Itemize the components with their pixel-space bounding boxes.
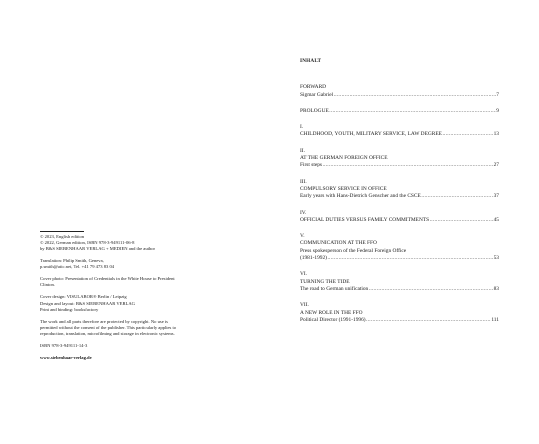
toc-entry-heading: AT THE GERMAN FOREIGN OFFICE — [300, 155, 388, 162]
toc-chapter-number: II. — [300, 147, 305, 154]
toc-page-number: 27 — [493, 162, 499, 169]
toc-entry-heading: COMMUNICATION AT THE FFO — [300, 240, 377, 247]
toc-entry[interactable] — [300, 210, 499, 225]
dot-leader — [369, 286, 493, 293]
cover-photo-line: Clinton. — [40, 282, 55, 288]
toc-chapter-number: VI. — [300, 271, 308, 278]
toc-entry-subheading: Press spokesperson of the Federal Foreign Office — [300, 247, 407, 254]
toc-entry[interactable] — [300, 124, 499, 139]
dot-leader — [327, 255, 493, 262]
toc-entry-line — [300, 255, 499, 262]
toc-page-number: 13 — [493, 131, 499, 138]
website-block — [40, 355, 265, 361]
toc-entry[interactable] — [300, 271, 499, 293]
copyright-line: © 2022, German edition, ISBN 978-3-949111-06-8 — [40, 239, 135, 245]
dot-leader — [430, 217, 493, 224]
translation-line: p.smith@atic.net, Tel. +41 79 473 83 04 — [40, 264, 115, 270]
dot-leader — [334, 92, 496, 99]
toc-page-number: 111 — [491, 316, 499, 323]
toc-page-number: 7 — [496, 91, 499, 98]
toc-entry-heading: TURNING THE TIDE — [300, 278, 350, 285]
toc-chapter-number: V. — [300, 233, 305, 240]
cover-photo-line: Cover photo: Presentation of Credentials in the White House to President — [40, 276, 175, 282]
toc-page-number: 9 — [496, 107, 499, 114]
dot-leader — [421, 193, 493, 200]
toc-chapter-number: III. — [300, 178, 307, 185]
publisher-website[interactable]: www.siebenhaar-verlag.de — [40, 355, 92, 361]
toc-entry[interactable] — [300, 302, 499, 324]
toc-page-number: 37 — [493, 193, 499, 200]
toc-entry-text: Sigmar Gabriel — [300, 91, 334, 98]
toc-chapter-number: VII. — [300, 302, 309, 309]
toc-entry-line — [300, 317, 499, 324]
toc-entry[interactable] — [300, 84, 499, 99]
toc-entry-line — [300, 162, 499, 169]
dot-leader — [329, 108, 496, 115]
toc-entry-line — [300, 92, 499, 99]
toc-entry-text: (1981-1992) — [300, 255, 327, 262]
copyright-line: by B&S SIEBENHAAR VERLAG + MEDIEN and the author — [40, 246, 156, 252]
toc-entry-text: CHILDHOOD, YOUTH, MILITARY SERVICE, LAW DEGREE — [300, 131, 442, 138]
toc-entry-text: First steps — [300, 162, 323, 169]
toc-page-number: 45 — [493, 216, 499, 223]
toc-entry[interactable] — [300, 179, 499, 201]
rights-line: The work and all parts therefore are protected by copyright. No use is — [40, 318, 168, 324]
copyright-line: © 2023, English edition — [40, 233, 85, 239]
toc-page-number: 83 — [493, 285, 499, 292]
imprint-page — [40, 231, 265, 367]
toc-entry-line — [300, 131, 499, 138]
design-line: Cover design: VISULABOR® Berlin / Leipzig — [40, 294, 127, 300]
toc-entry-heading: FORWARD — [300, 84, 327, 91]
toc-entry-line — [300, 108, 499, 115]
toc-entry[interactable] — [300, 233, 499, 262]
toc-entry-line — [300, 217, 499, 224]
dot-leader — [323, 162, 494, 169]
toc-entry-text: The road to German unification — [300, 285, 369, 292]
dot-leader — [442, 131, 493, 138]
toc-entry-text: PROLOGUE — [300, 107, 329, 114]
copyright-block — [40, 234, 265, 253]
dot-leader — [366, 317, 491, 324]
toc-entry-heading: A NEW ROLE IN THE FFO — [300, 309, 363, 316]
toc-entry-line — [300, 286, 499, 293]
toc-title: INHALT — [300, 58, 322, 64]
rights-block — [40, 319, 265, 338]
toc-entry-text: OFFICIAL DUTIES VERSUS FAMILY COMMITMENTS — [300, 216, 430, 223]
isbn: ISBN 978-3-949111-14-3 — [40, 343, 88, 349]
imprint-rule — [40, 231, 84, 232]
toc-entry[interactable] — [300, 108, 499, 115]
toc-entry-text: Political Director (1991-1996) — [300, 316, 366, 323]
rights-line: reproduction, translation, microfilming and storage in electronic systems. — [40, 331, 175, 337]
design-block — [40, 294, 265, 313]
toc-entry-heading: COMPULSORY SERVICE IN OFFICE — [300, 185, 387, 192]
isbn-block — [40, 343, 265, 349]
toc-chapter-number: IV. — [300, 209, 307, 216]
toc-entry-text: Early years with Hans-Dietrich Genscher and the CSCE — [300, 193, 421, 200]
toc-entry[interactable] — [300, 148, 499, 170]
table-of-contents — [300, 58, 499, 333]
toc-chapter-number: I. — [300, 124, 304, 131]
translation-block — [40, 258, 265, 271]
toc-entry-line — [300, 193, 499, 200]
cover-photo-block — [40, 276, 265, 289]
design-line: Print and binding: booksfactory — [40, 306, 99, 312]
translation-line: Translation: Philip Smith, Geneva, — [40, 257, 104, 263]
design-line: Design and layout: B&S SIEBENHAAR VERLAG — [40, 300, 135, 306]
rights-line: permitted without the consent of the publisher. This particularly applies to — [40, 325, 177, 331]
toc-page-number: 53 — [493, 255, 499, 262]
